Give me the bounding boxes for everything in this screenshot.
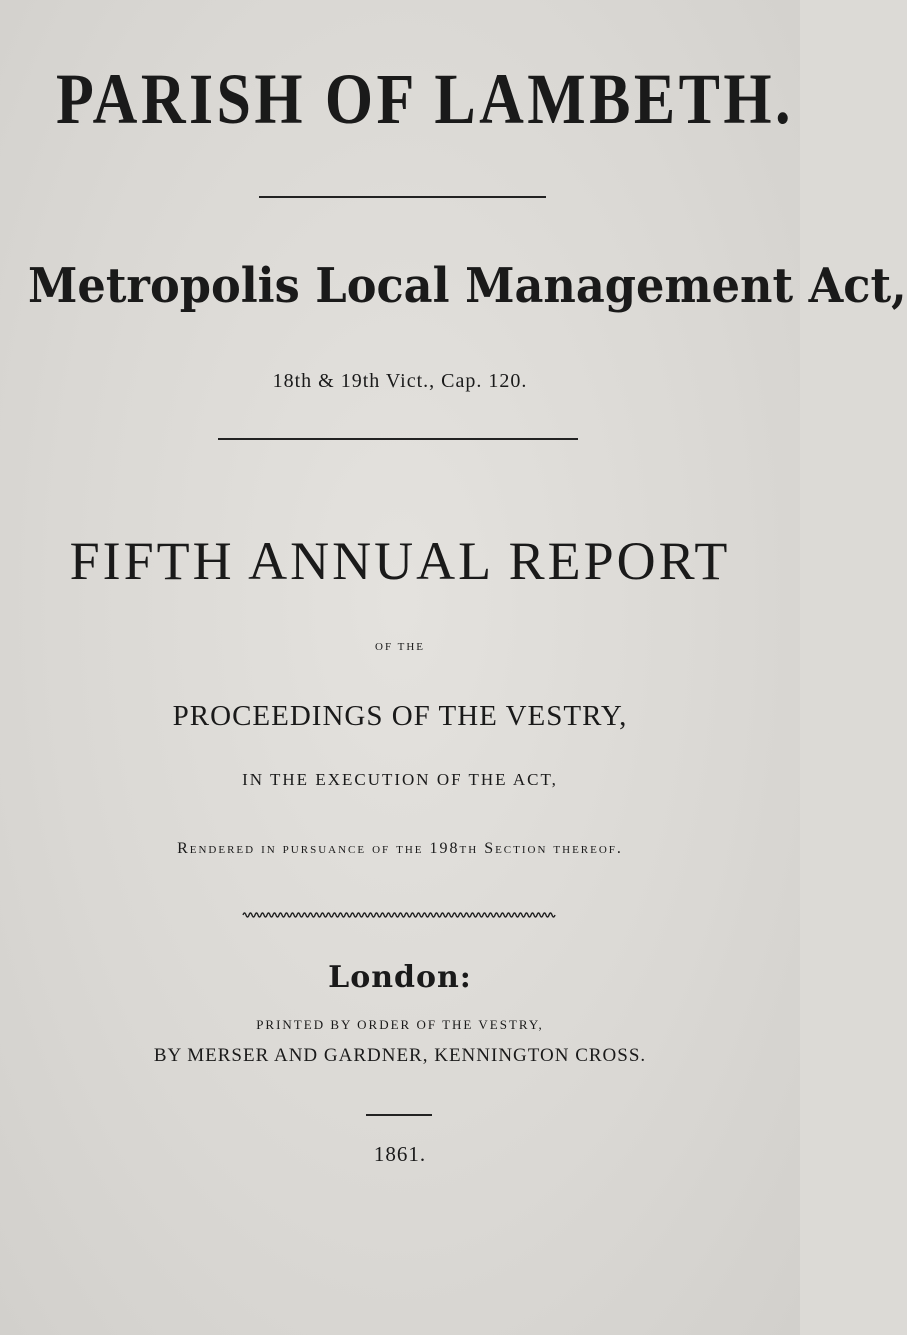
imprint-place: London: <box>328 960 472 995</box>
statute-citation: 18th & 19th Vict., Cap. 120. <box>272 370 528 392</box>
rendered-line: Rendered in pursuance of the 198th Section thereof. <box>177 840 623 857</box>
report-title: FIFTH ANNUAL REPORT <box>69 531 731 591</box>
divider-rule <box>366 1114 432 1116</box>
publication-year: 1861. <box>373 1142 427 1166</box>
act-title: Metropolis Local Management Act, <box>28 258 907 314</box>
page-title: PARISH OF LAMBETH. <box>56 59 794 139</box>
divider-rule <box>259 196 546 198</box>
wavy-ornament-rule <box>243 910 555 920</box>
printer-line: BY MERSER AND GARDNER, KENNINGTON CROSS. <box>153 1045 647 1066</box>
divider-rule <box>218 438 578 440</box>
proceedings-heading: PROCEEDINGS OF THE VESTRY, <box>172 700 628 732</box>
execution-line: IN THE EXECUTION OF THE ACT, <box>242 770 558 789</box>
printed-by-line: PRINTED BY ORDER OF THE VESTRY, <box>256 1017 544 1032</box>
of-the-text: OF THE <box>375 641 425 653</box>
